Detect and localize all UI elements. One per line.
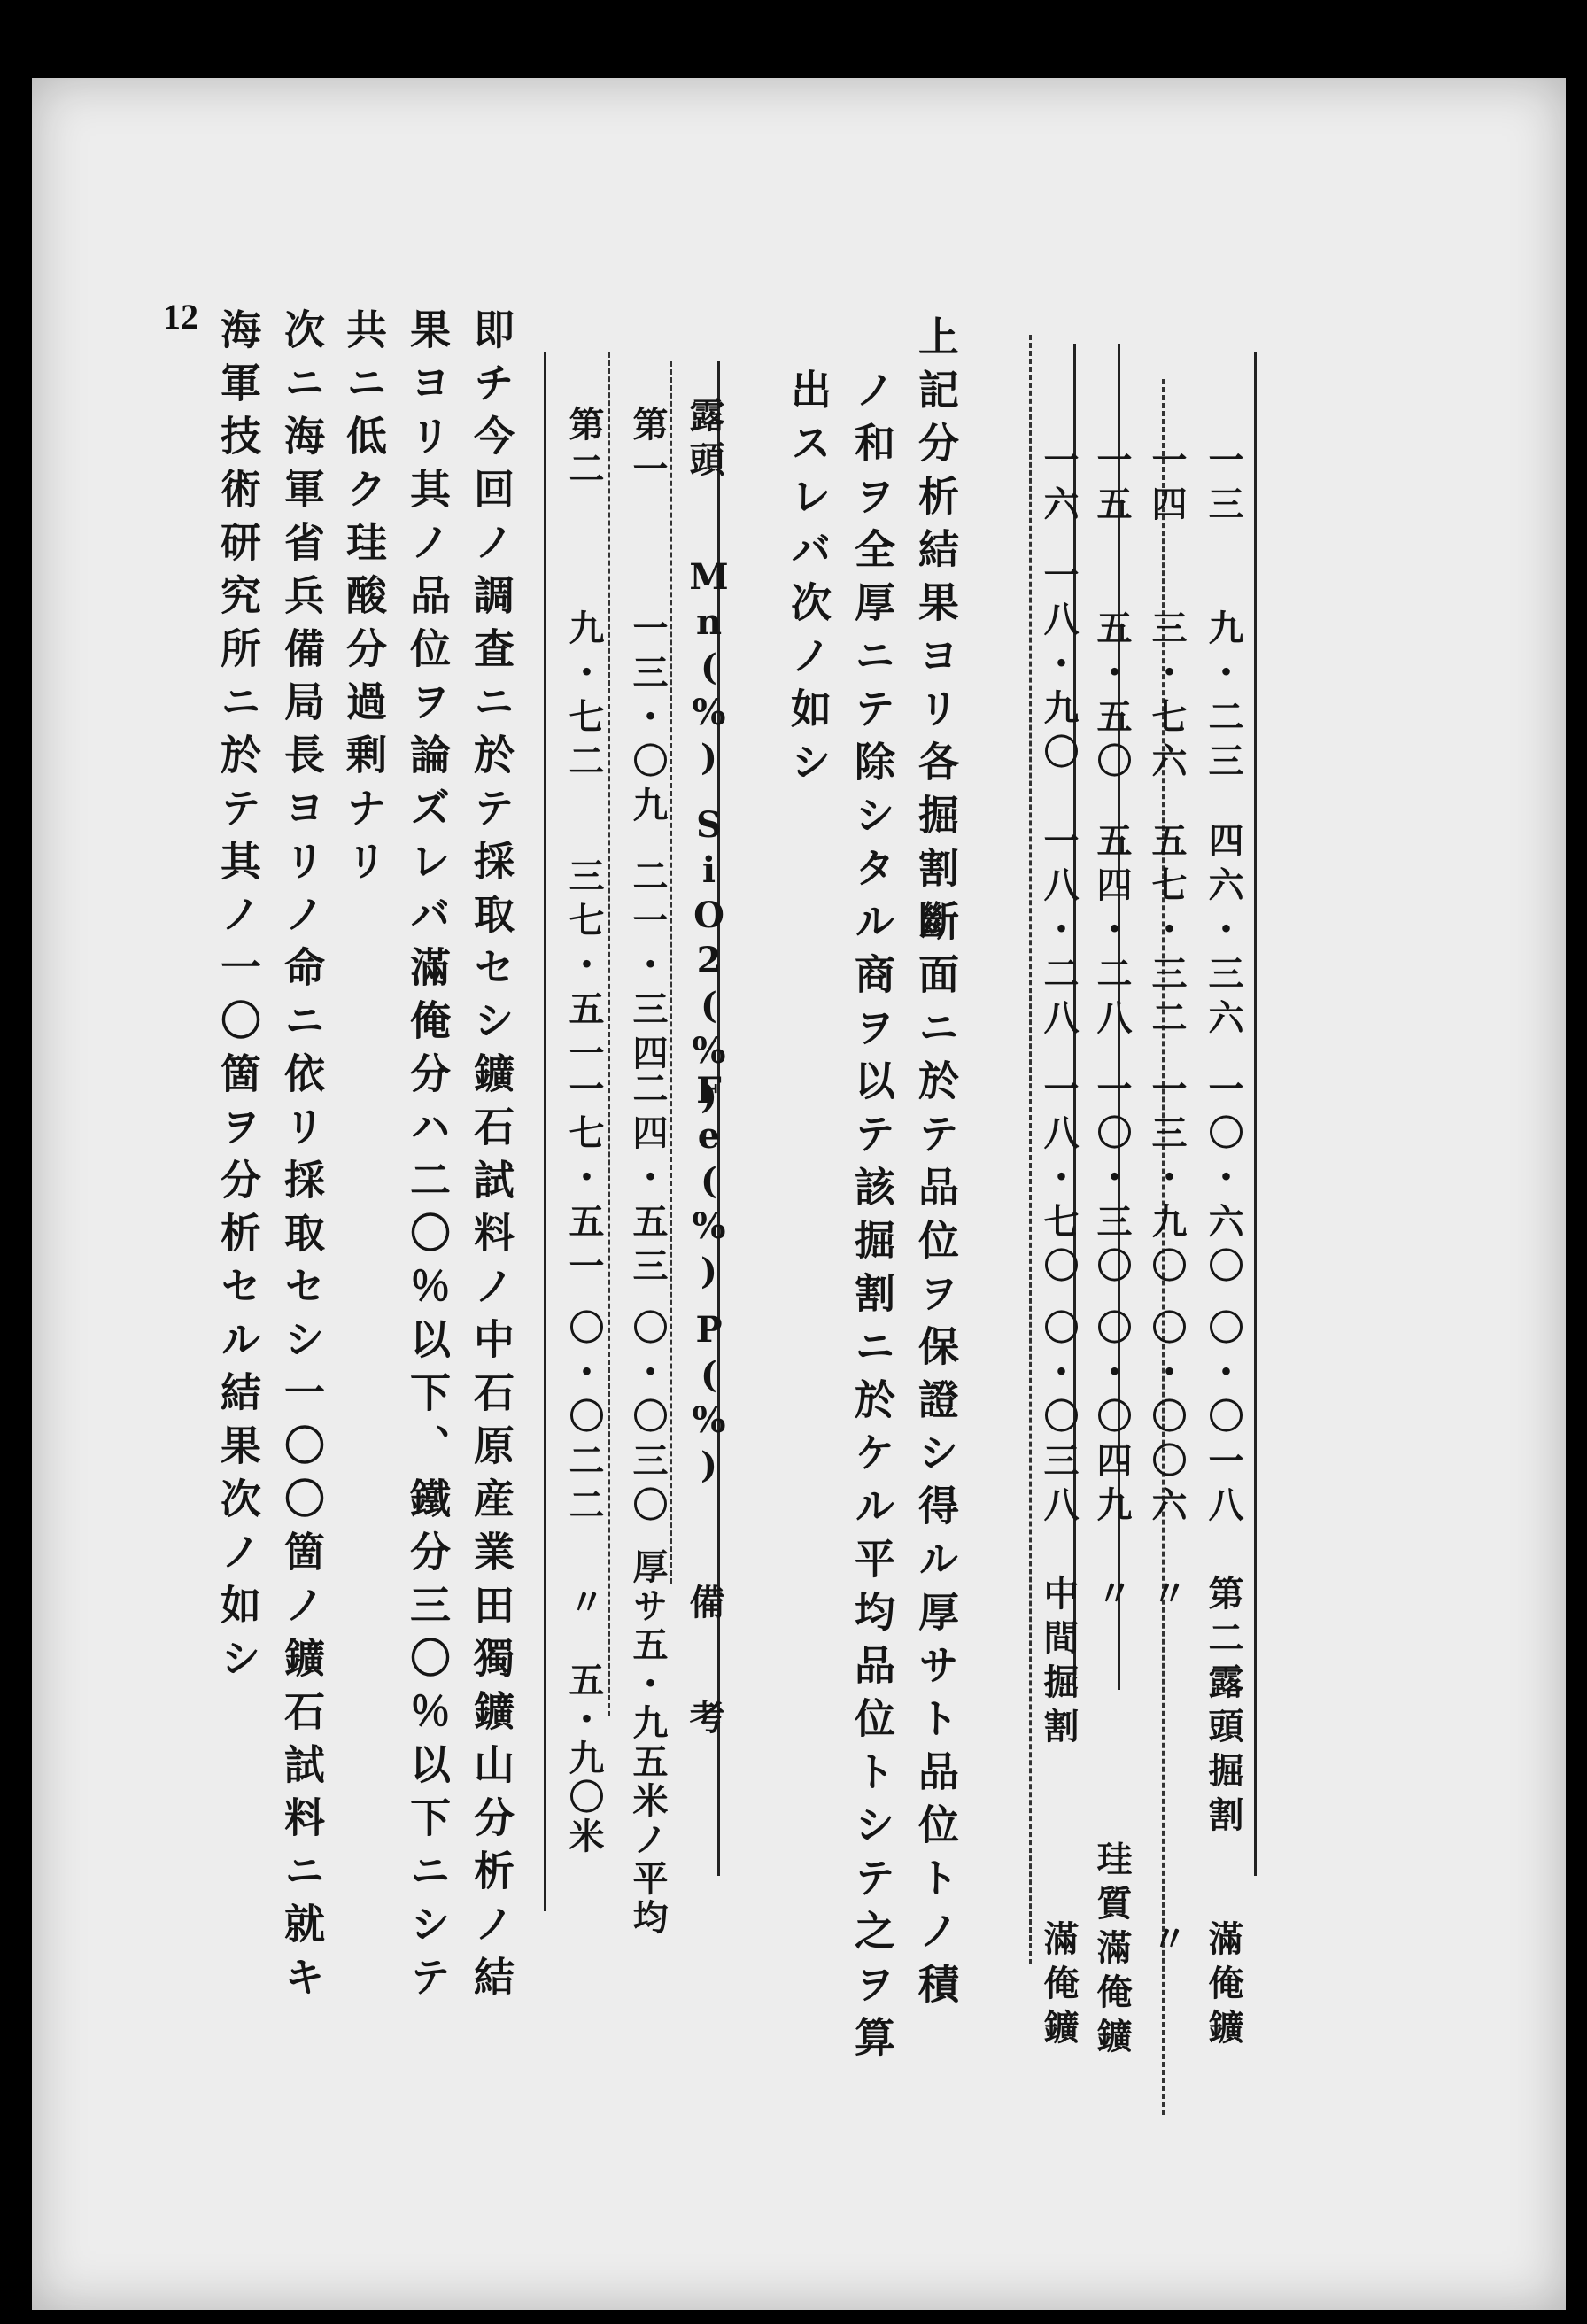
header-p: P(%) (688, 1309, 730, 1490)
page-number: 12 (163, 297, 198, 337)
header-outcrop: 露頭 (684, 397, 725, 485)
text-line: 上記分析結果ヨリ各掘割斷面ニ於テ品位ヲ保證シ得ル厚サト品位トノ積 (912, 315, 960, 2016)
text-line: ノ和ヲ全厚ニテ除シタル商ヲ以テ該掘割ニ於ケル平均品位トシテ之ヲ算 (848, 368, 896, 2069)
table-cell: 第二 (563, 406, 605, 494)
document-page (32, 78, 1566, 2310)
table-cell: 〇・〇一八 (1203, 1309, 1244, 1530)
table-cell: 一三・〇九 (627, 609, 669, 831)
table-cell: 四六・三六 (1203, 822, 1244, 1043)
text-line: 海軍技術研究所ニ於テ其ノ一〇箇ヲ分析セル結果次ノ如シ (214, 308, 262, 1690)
table-cell: 一四 (1146, 441, 1188, 530)
table-cell: 二四・五三 (627, 1070, 669, 1291)
table-cell: 三七・五一 (563, 857, 605, 1079)
table-cell: 一〇・六〇 (1203, 1070, 1244, 1291)
table-cell: 一六 (1038, 441, 1080, 530)
table-cell: 一三 (1203, 441, 1244, 530)
table-cell: 滿俺鑛 (1038, 1920, 1080, 2053)
table-rule (1029, 335, 1032, 1964)
table-cell: 〃 (1091, 1575, 1133, 1619)
table-rule (1254, 352, 1257, 1876)
text-line: 即チ今回ノ調査ニ於テ採取セシ鑛石試料ノ中石原産業田獨鑛山分析ノ結 (468, 308, 515, 2009)
table-cell: 中間掘割 (1038, 1575, 1080, 1752)
table-cell: 〇・〇二二 (563, 1309, 605, 1530)
table-cell: 九・七二 (563, 609, 605, 786)
table-cell: 〇・〇〇六 (1146, 1309, 1188, 1530)
table-cell: 一五 (1091, 441, 1133, 530)
table-cell: 〇・〇三八 (1038, 1309, 1080, 1530)
table-cell: 二一・三四 (627, 857, 669, 1079)
table-cell: 五・五〇 (1091, 609, 1133, 786)
table-cell: 厚サ五・九五米ノ平均 (627, 1548, 669, 1938)
header-sio2: SiO2(%) (688, 804, 730, 1120)
table-cell: 〃 五・九〇米 (563, 1584, 605, 1856)
table-cell: 三・七六 (1146, 609, 1188, 786)
text-line: 共ニ低ク珪酸分過剰ナリ (340, 308, 388, 893)
table-cell: 第一 (627, 406, 669, 494)
table-cell: 珪質滿俺鑛 (1091, 1840, 1133, 2062)
table-cell: 一七・五一 (563, 1070, 605, 1291)
header-fe: Fe(%) (688, 1070, 730, 1296)
header-mn: Mn(%) (688, 556, 730, 782)
text-line: 果ヨリ其ノ品位ヲ論ズレバ滿俺分ハ二〇％以下、鐵分三〇％以下ニシテ (404, 308, 452, 2009)
table-cell: 九・二三 (1203, 609, 1244, 786)
table-cell: 滿俺鑛 (1203, 1920, 1244, 2053)
text-line: 次ニ海軍省兵備局長ヨリノ命ニ依リ採取セシ一〇〇箇ノ鑛石試料ニ就キ (278, 308, 326, 2009)
table-cell: 一八・二八 (1038, 822, 1080, 1043)
table-cell: 〇・〇三〇 (627, 1309, 669, 1530)
table-rule (544, 352, 546, 1911)
table-cell: 一八・九〇 (1038, 556, 1080, 778)
table-cell: 第二露頭掘割 (1203, 1575, 1244, 1840)
table-cell: 五四・二八 (1091, 822, 1133, 1043)
table-cell: 一〇・三〇 (1091, 1070, 1133, 1291)
table-cell: 五七・三二 (1146, 822, 1188, 1043)
table-cell: 一三・九〇 (1146, 1070, 1188, 1291)
table-cell: 〃 (1146, 1575, 1188, 1619)
text-line: 出スレバ次ノ如シ (785, 368, 832, 794)
table-cell: 〇・〇四九 (1091, 1309, 1133, 1530)
table-cell: 〃 (1146, 1920, 1188, 1964)
header-remark: 備考 (684, 1584, 725, 1814)
table-cell: 一八・七〇 (1038, 1070, 1080, 1291)
